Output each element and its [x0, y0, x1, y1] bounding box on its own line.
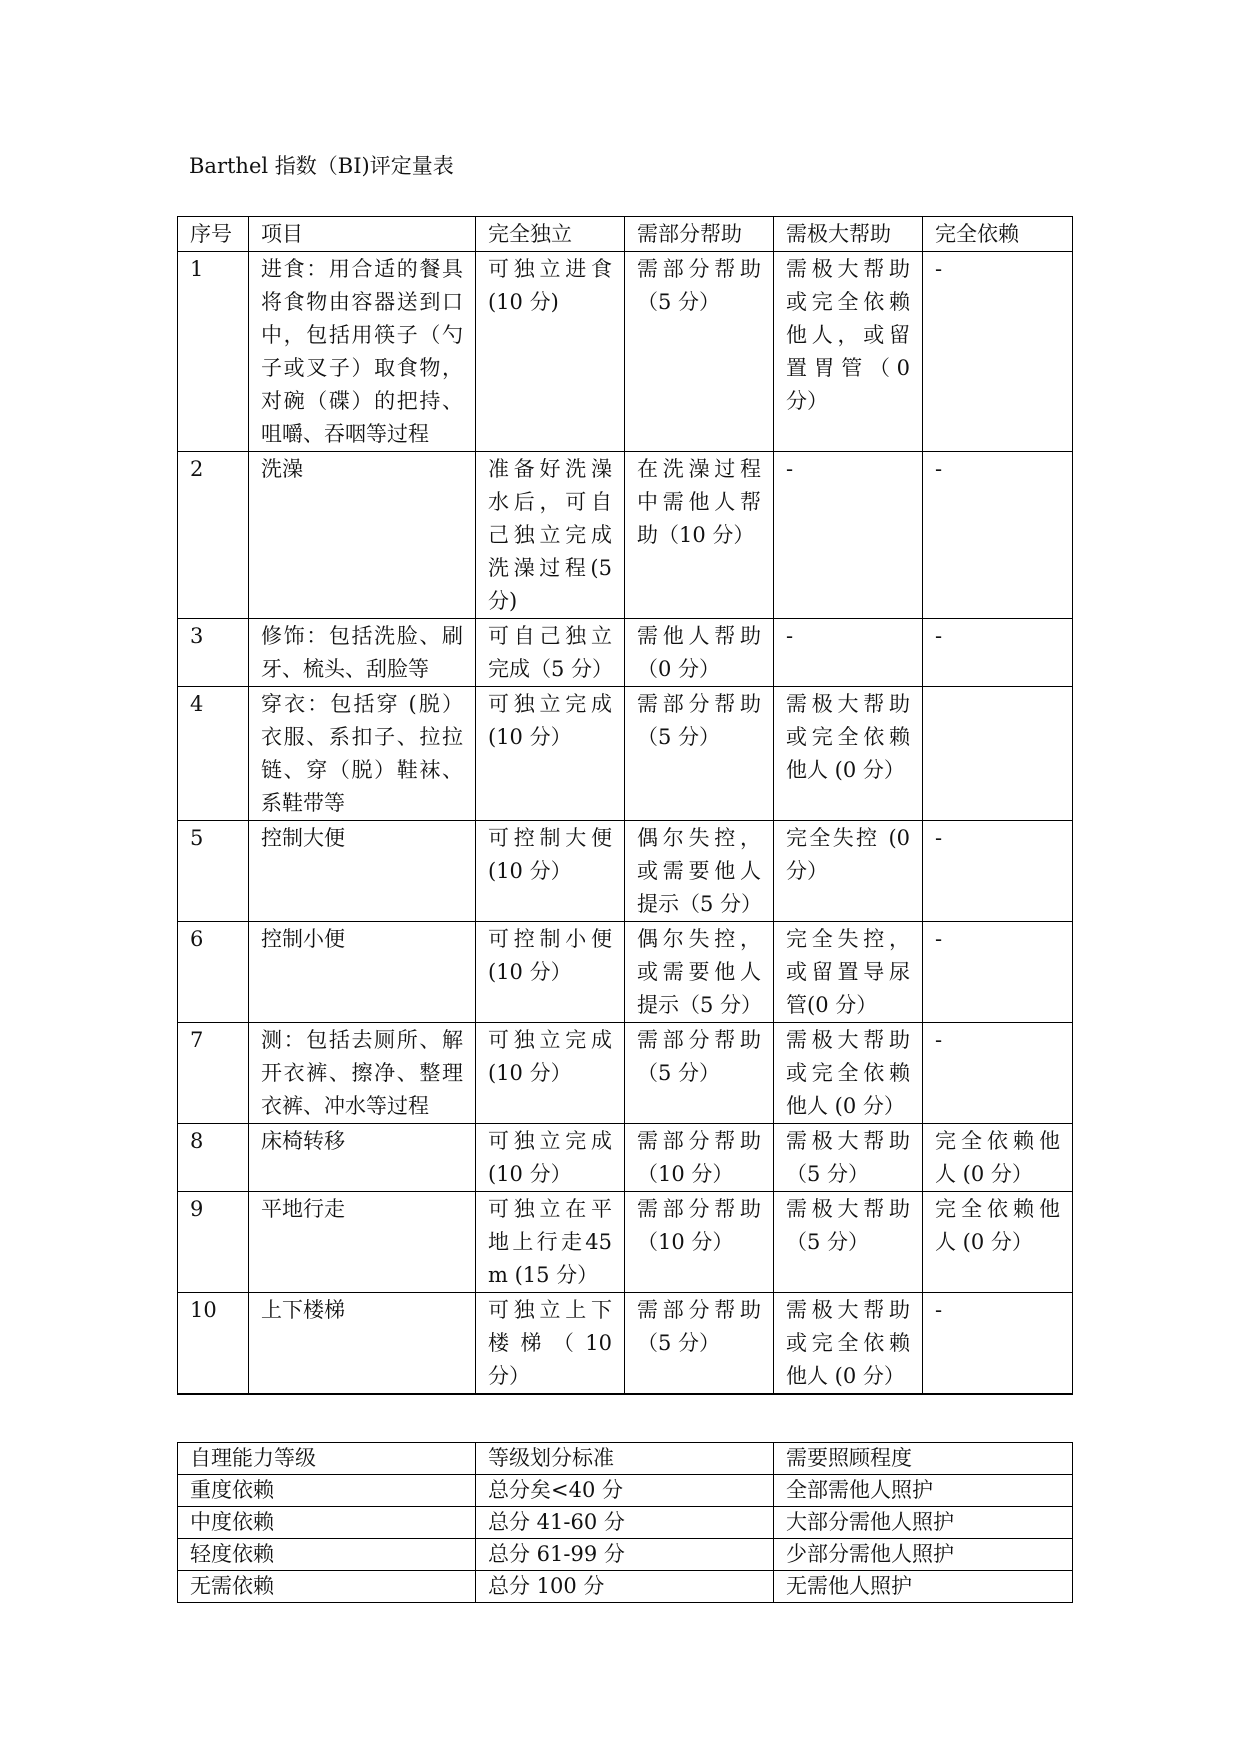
cell-fully-dependent: -: [923, 821, 1073, 922]
cell-fully-independent: 可独立在平地上行走45m (15 分）: [476, 1192, 625, 1293]
cell-index: 1: [178, 252, 249, 452]
cell-major-help: 需极大帮助或完全依赖他人 (0 分）: [774, 687, 923, 821]
cell-major-help: -: [774, 619, 923, 687]
cell-index: 4: [178, 687, 249, 821]
cell-fully-dependent: -: [923, 619, 1073, 687]
cell-fully-dependent: -: [923, 1293, 1073, 1395]
cell-major-help: 需极大帮助（5 分）: [774, 1124, 923, 1192]
cell-partial-help: 偶尔失控，或需要他人提示（5 分）: [625, 922, 774, 1023]
table-row: [178, 452, 1073, 619]
cell-item: 床椅转移: [249, 1124, 476, 1192]
cell-major-help: -: [774, 452, 923, 619]
cell-index: 6: [178, 922, 249, 1023]
cell-fully-dependent: -: [923, 452, 1073, 619]
cell-item: 洗澡: [249, 452, 476, 619]
cell-fully-independent: 可独立进食(10 分): [476, 252, 625, 452]
grade-cell-care-degree: 少部分需他人照护: [774, 1539, 1073, 1571]
cell-item: 进食：用合适的餐具将食物由容器送到口中，包括用筷子（勺子或叉子）取食物，对碗（碟）的把持、咀嚼、吞咽等过程: [249, 252, 476, 452]
cell-index: 5: [178, 821, 249, 922]
cell-partial-help: 需部分帮助（5 分）: [625, 252, 774, 452]
barthel-index-table: [177, 216, 1073, 1395]
cell-partial-help: 需部分帮助（5 分）: [625, 1023, 774, 1124]
header-index: 序号: [178, 217, 249, 252]
grade-row: [178, 1539, 1073, 1571]
cell-index: 10: [178, 1293, 249, 1395]
table-row: [178, 1124, 1073, 1192]
grade-cell-grading-standard: 总分 41-60 分: [476, 1507, 774, 1539]
table-header-row: [178, 217, 1073, 252]
cell-index: 9: [178, 1192, 249, 1293]
grade-cell-self-care-level: 无需依赖: [178, 1571, 476, 1603]
grade-header-grading-standard: 等级划分标准: [476, 1443, 774, 1475]
cell-index: 7: [178, 1023, 249, 1124]
cell-fully-independent: 可控制小便(10 分）: [476, 922, 625, 1023]
cell-fully-dependent: [923, 687, 1073, 821]
cell-item: 测：包括去厕所、解开衣裤、擦净、整理衣裤、冲水等过程: [249, 1023, 476, 1124]
cell-fully-independent: 可独立完成(10 分）: [476, 1023, 625, 1124]
cell-index: 2: [178, 452, 249, 619]
table-row: [178, 687, 1073, 821]
grade-row: [178, 1571, 1073, 1603]
grade-header-row: [178, 1443, 1073, 1475]
header-fully-dependent: 完全依赖: [923, 217, 1073, 252]
cell-major-help: 完全失控，或留置导尿管(0 分）: [774, 922, 923, 1023]
cell-fully-independent: 可自己独立完成（5 分）: [476, 619, 625, 687]
table-row: [178, 1192, 1073, 1293]
cell-fully-dependent: 完全依赖他人 (0 分）: [923, 1124, 1073, 1192]
cell-partial-help: 偶尔失控，或需要他人提示（5 分）: [625, 821, 774, 922]
cell-fully-independent: 可控制大便(10 分）: [476, 821, 625, 922]
cell-partial-help: 需部分帮助（10 分）: [625, 1192, 774, 1293]
cell-major-help: 完全失控 (0 分）: [774, 821, 923, 922]
cell-item: 控制大便: [249, 821, 476, 922]
cell-fully-dependent: -: [923, 922, 1073, 1023]
grade-cell-care-degree: 全部需他人照护: [774, 1475, 1073, 1507]
cell-fully-dependent: -: [923, 252, 1073, 452]
table-row: [178, 1293, 1073, 1395]
table-row: [178, 1023, 1073, 1124]
cell-item: 修饰：包括洗脸、刷牙、梳头、刮脸等: [249, 619, 476, 687]
cell-fully-independent: 可独立上下楼梯（10 分）: [476, 1293, 625, 1395]
grade-cell-grading-standard: 总分矣<40 分: [476, 1475, 774, 1507]
page-title: Barthel 指数（BI)评定量表: [189, 154, 454, 178]
grade-cell-care-degree: 无需他人照护: [774, 1571, 1073, 1603]
cell-item: 上下楼梯: [249, 1293, 476, 1395]
grade-cell-grading-standard: 总分 61-99 分: [476, 1539, 774, 1571]
cell-major-help: 需极大帮助或完全依赖他人 (0 分）: [774, 1293, 923, 1395]
cell-fully-independent: 可独立完成(10 分）: [476, 687, 625, 821]
table-row: [178, 619, 1073, 687]
table-row: [178, 821, 1073, 922]
cell-major-help: 需极大帮助或完全依赖他人 (0 分）: [774, 1023, 923, 1124]
header-partial-help: 需部分帮助: [625, 217, 774, 252]
grade-row: [178, 1475, 1073, 1507]
grade-row: [178, 1507, 1073, 1539]
cell-fully-independent: 可独立完成(10 分）: [476, 1124, 625, 1192]
cell-fully-independent: 准备好洗澡水后，可自己独立完成洗澡过程(5 分): [476, 452, 625, 619]
header-item: 项目: [249, 217, 476, 252]
grade-cell-self-care-level: 重度依赖: [178, 1475, 476, 1507]
grade-cell-self-care-level: 中度依赖: [178, 1507, 476, 1539]
cell-partial-help: 需部分帮助（5 分）: [625, 1293, 774, 1395]
grade-header-care-degree: 需要照顾程度: [774, 1443, 1073, 1475]
cell-major-help: 需极大帮助或完全依赖他人，或留置胃管（0 分）: [774, 252, 923, 452]
cell-major-help: 需极大帮助（5 分）: [774, 1192, 923, 1293]
cell-item: 控制小便: [249, 922, 476, 1023]
self-care-grade-table: [177, 1442, 1073, 1603]
table-row: [178, 252, 1073, 452]
header-major-help: 需极大帮助: [774, 217, 923, 252]
grade-header-self-care-level: 自理能力等级: [178, 1443, 476, 1475]
cell-index: 3: [178, 619, 249, 687]
cell-partial-help: 需部分帮助（10 分）: [625, 1124, 774, 1192]
grade-cell-care-degree: 大部分需他人照护: [774, 1507, 1073, 1539]
cell-fully-dependent: 完全依赖他人 (0 分）: [923, 1192, 1073, 1293]
cell-item: 平地行走: [249, 1192, 476, 1293]
cell-partial-help: 需他人帮助（0 分）: [625, 619, 774, 687]
cell-fully-dependent: -: [923, 1023, 1073, 1124]
grade-cell-self-care-level: 轻度依赖: [178, 1539, 476, 1571]
cell-index: 8: [178, 1124, 249, 1192]
table-row: [178, 922, 1073, 1023]
header-fully-independent: 完全独立: [476, 217, 625, 252]
cell-partial-help: 需部分帮助（5 分）: [625, 687, 774, 821]
grade-cell-grading-standard: 总分 100 分: [476, 1571, 774, 1603]
cell-partial-help: 在洗澡过程中需他人帮助（10 分）: [625, 452, 774, 619]
cell-item: 穿衣：包括穿 (脱）衣服、系扣子、拉拉链、穿（脱）鞋袜、系鞋带等: [249, 687, 476, 821]
